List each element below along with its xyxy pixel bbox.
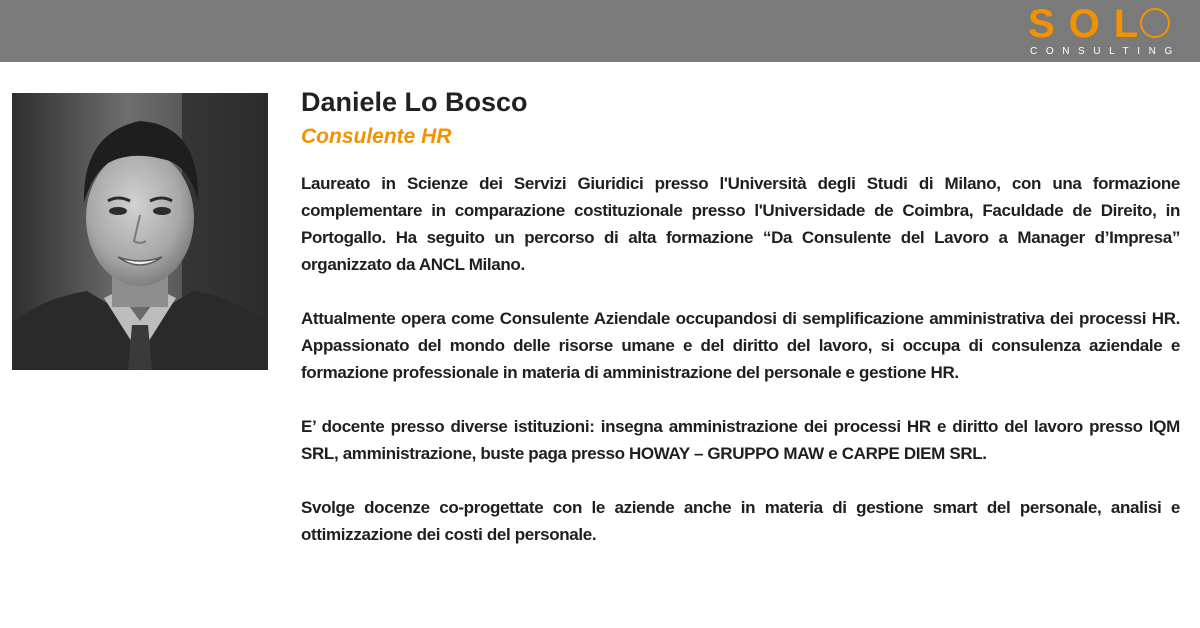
logo-subtitle: CONSULTING bbox=[1030, 46, 1181, 57]
logo-wordmark: SOL bbox=[1028, 2, 1153, 46]
solo-consulting-logo[interactable] bbox=[1022, 4, 1182, 60]
bio-paragraph-education: Laureato in Scienze dei Servizi Giuridici presso l'Università degli Studi di Milano, con una formazione complementare in comparazione costituzionale presso l'Universidade de Coimbra, Faculdade de Direito, in Portogallo. Ha seguito un percorso di alta formazione “Da Consulente del Lavoro a Manager d’Impresa” organizzato da ANCL Milano. bbox=[301, 174, 1180, 274]
header-bar bbox=[0, 0, 1200, 62]
bio-paragraph-current-role: Attualmente opera come Consulente Aziendale occupandosi di semplificazione amministrativa dei processi HR. Appassionato del mondo delle risorse umane e del diritto del lavoro, si occupa di consulenza aziendale e formazione professionale in materia di amministrazione del personale e gestione HR. bbox=[301, 309, 1180, 382]
biography bbox=[301, 170, 1180, 575]
logo-ring-icon bbox=[1140, 8, 1170, 38]
profile-photo bbox=[12, 93, 268, 370]
person-name: Daniele Lo Bosco bbox=[301, 87, 528, 117]
person-role: Consulente HR bbox=[301, 125, 452, 148]
bio-paragraph-courses: Svolge docenze co-progettate con le aziende anche in materia di gestione smart del personale, analisi e ottimizzazione dei costi del personale. bbox=[301, 498, 1180, 544]
bio-paragraph-teaching: E’ docente presso diverse istituzioni: insegna amministrazione dei processi HR e diritto del lavoro presso IQM SRL, amministrazione, buste paga presso HOWAY – GRUPPO MAW e CARPE DIEM SRL. bbox=[301, 417, 1180, 463]
portrait-illustration bbox=[12, 93, 268, 370]
